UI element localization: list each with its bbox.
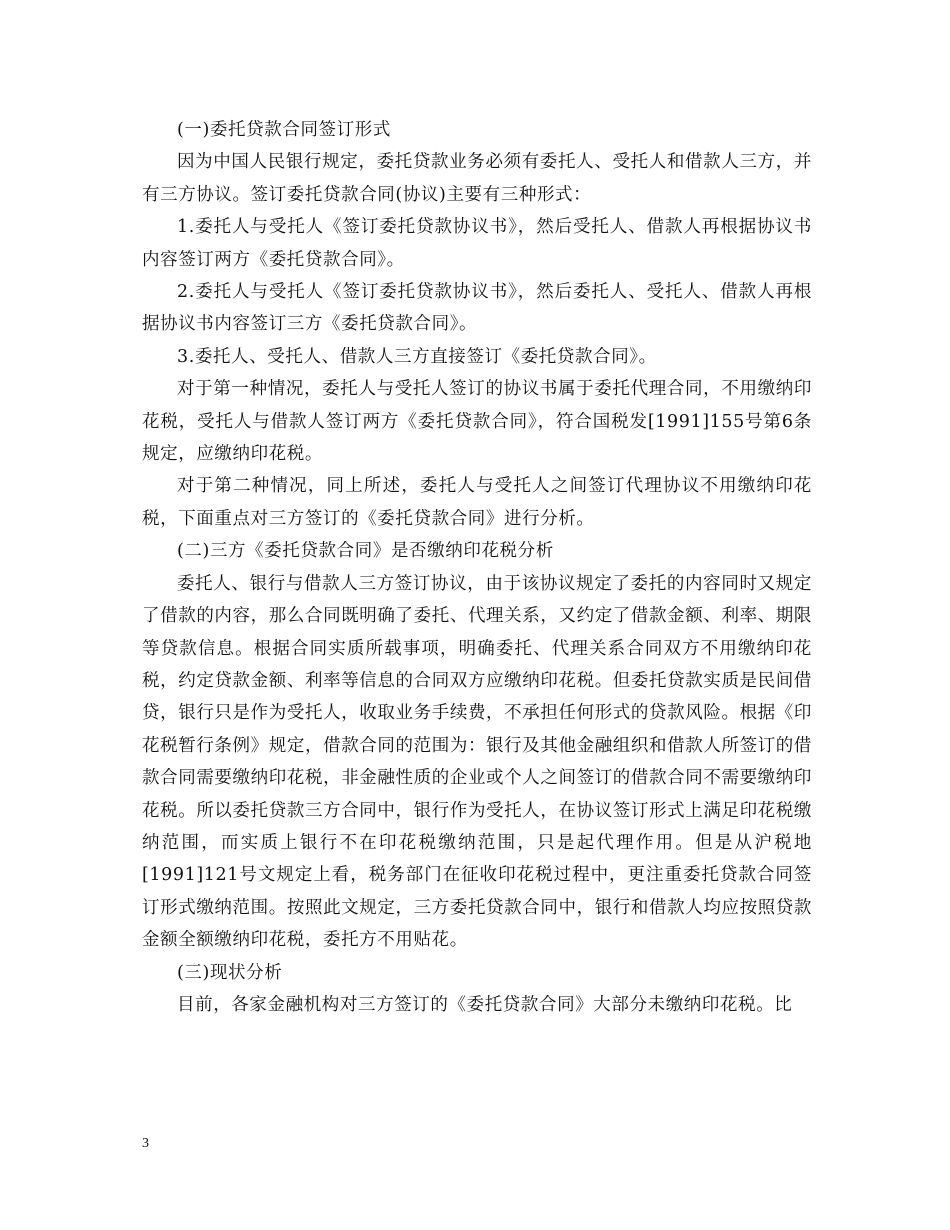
- document-body: [142, 114, 812, 1021]
- section-heading-3: (三)现状分析: [177, 962, 283, 983]
- paragraph-intro: 因为中国人民银行规定，委托贷款业务必须有委托人、受托人和借款人三方，并有三方协议。签订委托贷款合同(协议)主要有三种形式：: [142, 152, 812, 205]
- section-heading-1: (一)委托贷款合同签订形式: [177, 120, 391, 140]
- section-heading-2: (二)三方《委托贷款合同》是否缴纳印花税分析: [177, 541, 554, 562]
- list-item-2: 2.委托人与受托人《签订委托贷款协议书》，然后委托人、受托人、借款人再根据协议书内容签订三方《委托贷款合同》。: [142, 282, 812, 335]
- paragraph-analysis: 委托人、银行与借款人三方签订协议，由于该协议规定了委托的内容同时又规定了借款的内容，那么合同既明确了委托、代理关系，又约定了借款金额、利率、期限等贷款信息。根据合同实质所载事项，明确委托、代理关系合同双方不用缴纳印花税，约定贷款金额、利率等信息的合同双方应缴纳印花税。但委托贷款实质是民间借贷，银行只是作为受托人，收取业务手续费，不承担任何形式的贷款风险。根据《印花税暂行条例》规定，借款合同的范围为：银行及其他金融组织和借款人所签订的借款合同需要缴纳印花税，非金融性质的企业或个人之间签订的借款合同不需要缴纳印花税。所以委托贷款三方合同中，银行作为受托人，在协议签订形式上满足印花税缴纳范围，而实质上银行不在印花税缴纳范围，只是起代理作用。但是从沪税地[1991]121号文规定上看，税务部门在征收印花税过程中，更注重委托贷款合同签订形式缴纳范围。按照此文规定，三方委托贷款合同中，银行和借款人均应按照贷款金额全额缴纳印花税，委托方不用贴花。: [142, 573, 812, 951]
- paragraph-case-one: 对于第一种情况，委托人与受托人签订的协议书属于委托代理合同，不用缴纳印花税，受托人与借款人签订两方《委托贷款合同》，符合国税发[1991]155号第6条规定，应缴纳印花税。: [142, 379, 812, 465]
- list-item-1: 1.委托人与受托人《签订委托贷款协议书》，然后受托人、借款人再根据协议书内容签订两方《委托贷款合同》。: [142, 217, 812, 270]
- page-number: 3: [142, 1136, 149, 1151]
- list-item-3: 3.委托人、受托人、借款人三方直接签订《委托贷款合同》。: [177, 346, 657, 367]
- paragraph-case-two: 对于第二种情况，同上所述，委托人与受托人之间签订代理协议不用缴纳印花税，下面重点对三方签订的《委托贷款合同》进行分析。: [142, 476, 812, 529]
- paragraph-status: 目前，各家金融机构对三方签订的《委托贷款合同》大部分未缴纳印花税。比: [177, 994, 793, 1015]
